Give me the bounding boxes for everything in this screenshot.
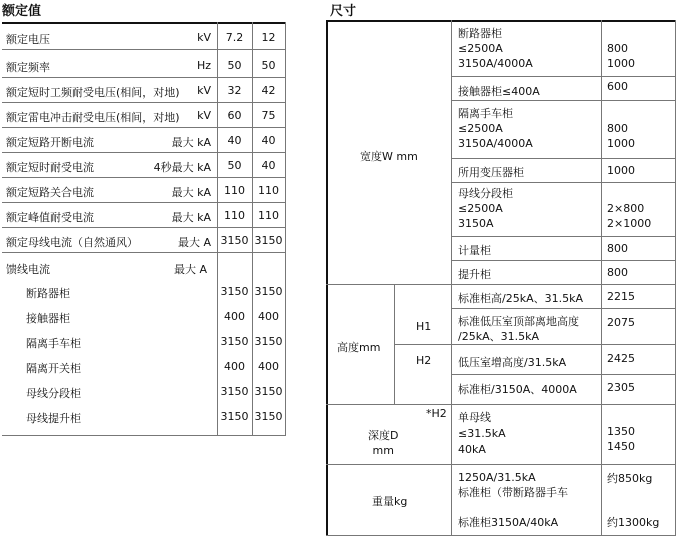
height-val-1: 2215 bbox=[607, 290, 635, 303]
feeder-item-value-7.2kv: 3150 bbox=[220, 335, 249, 348]
rated-row-unit: 最大 A bbox=[177, 236, 211, 249]
rated-row-name: 额定短路开断电流 bbox=[6, 136, 94, 149]
rated-row-unit: 4秒最大 kA bbox=[153, 161, 211, 174]
height-label: 高度mm bbox=[337, 341, 381, 354]
rated-row-unit: 最大 kA bbox=[171, 211, 211, 224]
rated-row-value-7.2kv: 110 bbox=[224, 184, 245, 197]
rated-row-value-12kv: 40 bbox=[261, 159, 276, 172]
rated-row-unit: 最大 kA bbox=[171, 186, 211, 199]
feeder-item-value-12kv: 400 bbox=[258, 310, 279, 323]
weight-label: 重量kg bbox=[372, 495, 408, 508]
feeder-item-name: 断路器柜 bbox=[26, 287, 70, 300]
depth-val: 1350 1450 bbox=[607, 425, 635, 453]
rated-values-title: 额定值 bbox=[2, 4, 42, 19]
feeder-item-value-7.2kv: 400 bbox=[224, 360, 245, 373]
rated-row-name: 额定母线电流（自然通风） bbox=[6, 236, 138, 249]
rated-row-value-7.2kv: 40 bbox=[227, 134, 242, 147]
width-desc-7: 提升柜 bbox=[458, 268, 491, 281]
width-desc-5: 母线分段柜 ≤2500A 3150A bbox=[458, 187, 513, 230]
rated-row-name: 额定峰值耐受电流 bbox=[6, 211, 94, 224]
width-val-1: 800 1000 bbox=[607, 42, 635, 70]
width-val-7: 800 bbox=[607, 266, 628, 279]
weight-desc-1: 1250A/31.5kA 标准柜（带断路器手车 bbox=[458, 471, 568, 499]
feeder-item-value-12kv: 3150 bbox=[254, 385, 283, 398]
rated-row-name: 额定电压 bbox=[6, 33, 50, 46]
depth-note: *H2 bbox=[426, 407, 447, 420]
feeder-item-name: 母线分段柜 bbox=[26, 387, 81, 400]
rated-row-value-12kv: 110 bbox=[258, 209, 279, 222]
rated-row-value-12kv: 3150 bbox=[254, 234, 283, 247]
weight-val-1: 约850kg bbox=[607, 472, 653, 485]
height-desc-1: 标准柜高/25kA、31.5kA bbox=[458, 292, 583, 305]
width-desc-3: 隔离手车柜 ≤2500A 3150A/4000A bbox=[458, 107, 533, 150]
rated-row-value-7.2kv: 3150 bbox=[220, 234, 249, 247]
rated-row-name: 额定雷电冲击耐受电压(相间，对地) bbox=[6, 111, 180, 124]
feeder-current-unit: 最大 A bbox=[173, 263, 207, 276]
width-val-4: 1000 bbox=[607, 164, 635, 177]
height-val-2: 2075 bbox=[607, 316, 635, 329]
rated-row-unit: kV bbox=[197, 84, 211, 97]
height-val-3: 2425 bbox=[607, 352, 635, 365]
weight-desc-2: 标准柜3150A/40kA bbox=[458, 516, 559, 529]
width-val-2: 600 bbox=[607, 80, 628, 93]
rated-row-name: 额定短时耐受电流 bbox=[6, 161, 94, 174]
width-desc-6: 计量柜 bbox=[458, 244, 491, 257]
h1-label: H1 bbox=[416, 320, 432, 333]
dimensions-title: 尺寸 bbox=[330, 4, 357, 19]
depth-label: 深度D mm bbox=[368, 429, 399, 457]
feeder-current-label: 馈线电流 bbox=[6, 263, 50, 276]
feeder-item-name: 母线提升柜 bbox=[26, 412, 81, 425]
height-desc-4: 标准柜/3150A、4000A bbox=[458, 383, 577, 396]
width-val-5: 2×800 2×1000 bbox=[607, 202, 652, 230]
width-desc-4: 所用变压器柜 bbox=[458, 166, 524, 179]
feeder-item-value-7.2kv: 3150 bbox=[220, 410, 249, 423]
rated-row-unit: kV bbox=[197, 31, 211, 44]
width-val-3: 800 1000 bbox=[607, 122, 635, 150]
rated-row-unit: Hz bbox=[196, 59, 211, 72]
rated-row-value-12kv: 42 bbox=[261, 84, 276, 97]
rated-row-name: 额定短路关合电流 bbox=[6, 186, 94, 199]
height-desc-2: 标准低压室顶部离地高度 /25kA、31.5kA bbox=[458, 315, 579, 343]
feeder-item-value-7.2kv: 3150 bbox=[220, 385, 249, 398]
feeder-item-value-12kv: 400 bbox=[258, 360, 279, 373]
rated-row-value-7.2kv: 32 bbox=[227, 84, 242, 97]
feeder-item-name: 接触器柜 bbox=[26, 312, 70, 325]
rated-row-unit: kV bbox=[197, 109, 211, 122]
feeder-item-value-12kv: 3150 bbox=[254, 285, 283, 298]
rated-row-value-7.2kv: 7.2 bbox=[225, 31, 244, 44]
rated-row-value-7.2kv: 50 bbox=[227, 59, 242, 72]
rated-row-value-7.2kv: 60 bbox=[227, 109, 242, 122]
rated-row-value-12kv: 75 bbox=[261, 109, 276, 122]
depth-desc: 单母线 ≤31.5kA 40kA bbox=[458, 411, 506, 456]
height-val-4: 2305 bbox=[607, 381, 635, 394]
rated-row-value-12kv: 40 bbox=[261, 134, 276, 147]
rated-row-value-7.2kv: 50 bbox=[227, 159, 242, 172]
width-desc-2: 接触器柜≤400A bbox=[458, 85, 540, 98]
width-label: 宽度W mm bbox=[360, 150, 418, 163]
width-val-6: 800 bbox=[607, 242, 628, 255]
rated-row-value-12kv: 50 bbox=[261, 59, 276, 72]
height-desc-3: 低压室增高度/31.5kA bbox=[458, 356, 567, 369]
rated-row-value-12kv: 12 bbox=[261, 31, 276, 44]
feeder-item-name: 隔离开关柜 bbox=[26, 362, 81, 375]
feeder-item-value-7.2kv: 400 bbox=[224, 310, 245, 323]
rated-row-name: 额定短时工频耐受电压(相间，对地) bbox=[6, 86, 180, 99]
feeder-item-value-7.2kv: 3150 bbox=[220, 285, 249, 298]
feeder-item-value-12kv: 3150 bbox=[254, 410, 283, 423]
rated-row-value-7.2kv: 110 bbox=[224, 209, 245, 222]
feeder-item-value-12kv: 3150 bbox=[254, 335, 283, 348]
h2-label: H2 bbox=[416, 354, 432, 367]
weight-val-2: 约1300kg bbox=[607, 516, 660, 529]
rated-row-value-12kv: 110 bbox=[258, 184, 279, 197]
feeder-item-name: 隔离手车柜 bbox=[26, 337, 81, 350]
rated-row-unit: 最大 kA bbox=[171, 136, 211, 149]
width-desc-1: 断路器柜 ≤2500A 3150A/4000A bbox=[458, 27, 533, 70]
rated-row-name: 额定频率 bbox=[6, 61, 50, 74]
